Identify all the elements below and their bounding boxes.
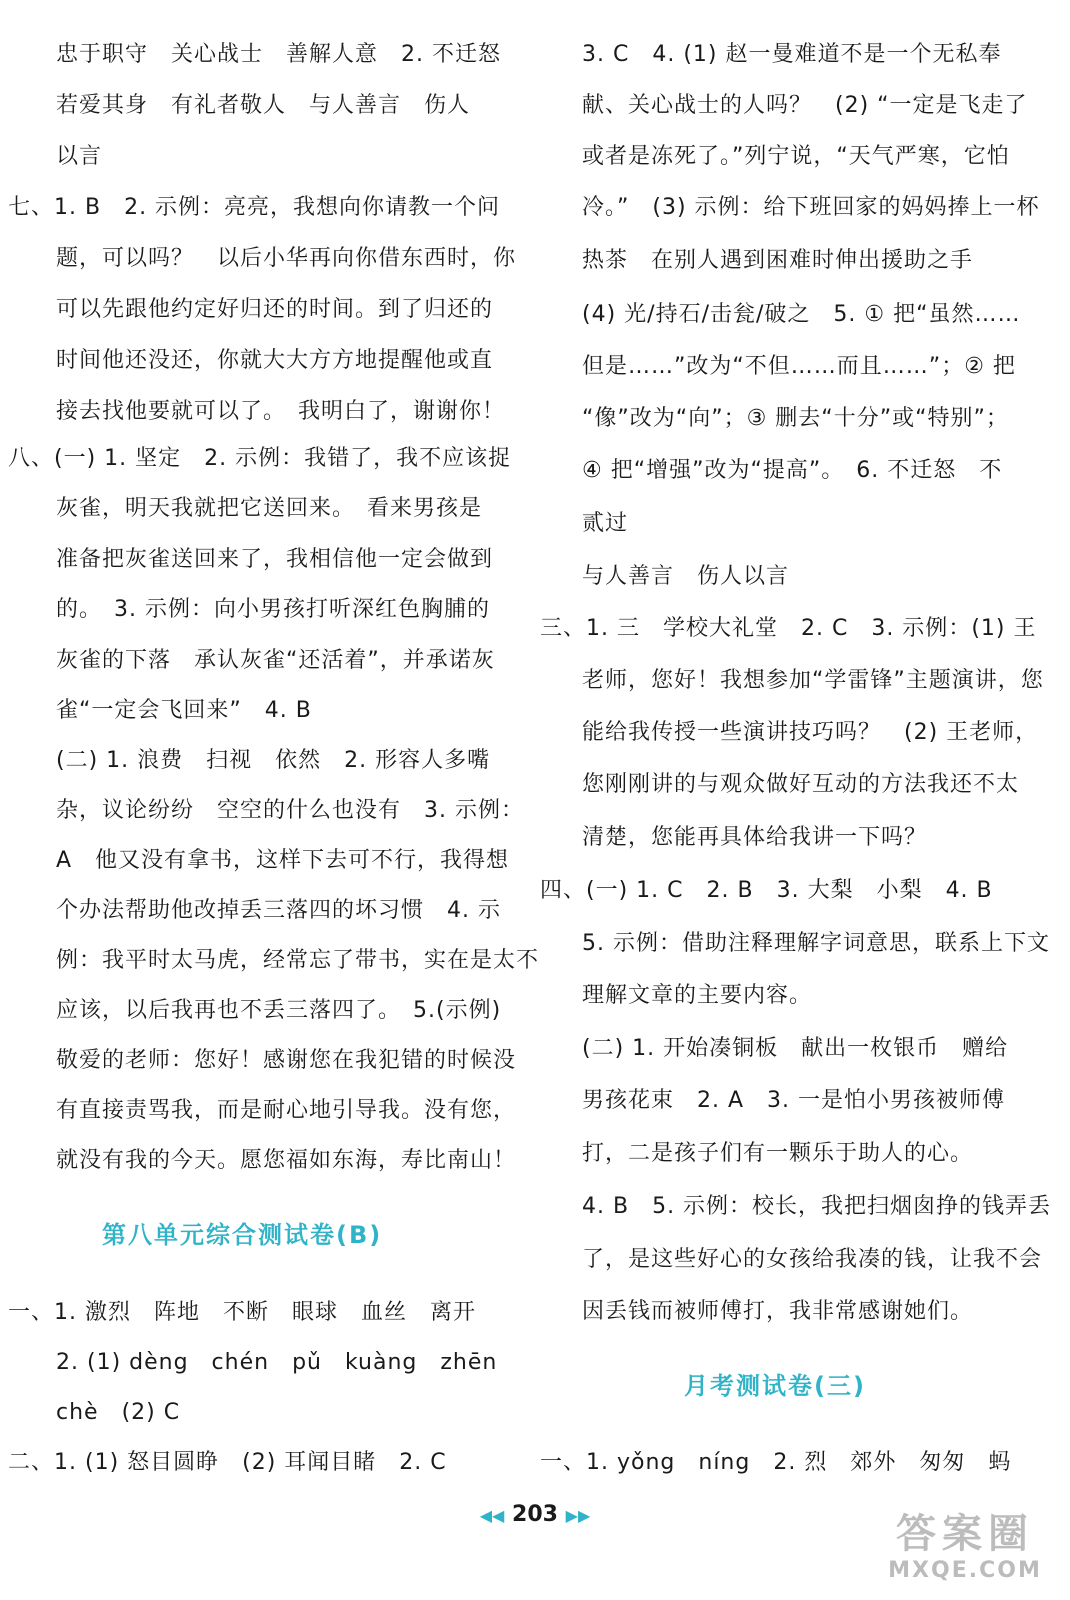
text-line: 您刚刚讲的与观众做好互动的方法我还不太 — [582, 772, 1020, 797]
watermark-bottom: MXQE.COM — [888, 1558, 1042, 1583]
text-line: 敬爱的老师：您好！感谢您在我犯错的时候没 — [56, 1048, 517, 1073]
double-left-arrow-icon: ◀◀ — [479, 1506, 505, 1525]
text-line: 二、1. (1) 怒目圆睁 (2) 耳闻目睹 2. C — [8, 1450, 447, 1475]
section-heading: 第八单元综合测试卷(B) — [102, 1221, 383, 1249]
text-line: 献、关心战士的人吗？ (2) “一定是飞走了 — [582, 93, 1028, 118]
page-number: 203 — [512, 1502, 558, 1527]
text-line: 时间他还没还，你就大大方方地提醒他或直 — [56, 348, 494, 373]
text-line: 2. (1) dèng chén pǔ kuàng zhēn — [56, 1350, 498, 1375]
text-line: 有直接责骂我，而是耐心地引导我。没有您， — [56, 1098, 517, 1123]
text-line: 或者是冻死了。”列宁说，“天气严寒，它怕 — [582, 144, 1010, 169]
text-line: chè (2) C — [56, 1400, 181, 1425]
text-line: (二) 1. 浪费 扫视 依然 2. 形容人多嘴 — [56, 748, 491, 773]
text-line: 可以先跟他约定好归还的时间。到了归还的 — [56, 297, 494, 322]
text-line: 5. 示例：借助注释理解字词意思，联系上下文 — [582, 931, 1050, 956]
text-line: 冷。” (3) 示例：给下班回家的妈妈捧上一杯 — [582, 195, 1040, 220]
text-line: 应该，以后我再也不丢三落四了。 5.(示例) — [56, 998, 502, 1023]
watermark-logo — [870, 1510, 1060, 1590]
text-line: 一、1. 激烈 阵地 不断 眼球 血丝 离开 — [8, 1300, 476, 1325]
text-line: 灰雀的下落 承认灰雀“还活着”，并承诺灰 — [56, 648, 495, 673]
text-line: 热茶 在别人遇到困难时伸出援助之手 — [582, 248, 974, 273]
text-line: 3. C 4. (1) 赵一曼难道不是一个无私奉 — [582, 42, 1002, 67]
text-line: 准备把灰雀送回来了，我相信他一定会做到 — [56, 547, 494, 572]
text-line: 的。 3. 示例：向小男孩打听深红色胸脯的 — [56, 597, 490, 622]
text-line: A 他又没有拿书，这样下去可不行，我得想 — [56, 848, 510, 873]
text-line: 七、1. B 2. 示例：亮亮，我想向你请教一个问 — [8, 195, 501, 220]
text-line: 与人善言 伤人以言 — [582, 564, 790, 589]
text-line: 八、(一) 1. 坚定 2. 示例：我错了，我不应该捉 — [8, 446, 512, 471]
text-line: 了，是这些好心的女孩给我凑的钱，让我不会 — [582, 1247, 1043, 1272]
text-line: 雀“一定会飞回来” 4. B — [56, 698, 312, 723]
text-line: 理解文章的主要内容。 — [582, 983, 813, 1008]
text-line: 打，二是孩子们有一颗乐于助人的心。 — [582, 1141, 974, 1166]
text-line: 因丢钱而被师傅打，我非常感谢她们。 — [582, 1299, 974, 1324]
watermark-top: 答案圈 — [896, 1511, 1034, 1557]
text-line: 4. B 5. 示例：校长，我把扫烟囱挣的钱弄丢 — [582, 1194, 1052, 1219]
text-line: 个办法帮助他改掉丢三落四的坏习惯 4. 示 — [56, 898, 501, 923]
text-line: 若爱其身 有礼者敬人 与人善言 伤人 — [56, 93, 471, 118]
text-line: 杂，议论纷纷 空空的什么也没有 3. 示例： — [56, 798, 524, 823]
text-line: 忠于职守 关心战士 善解人意 2. 不迁怒 — [56, 42, 501, 67]
text-line: 接去找他要就可以了。 我明白了，谢谢你！ — [56, 399, 506, 424]
text-line: 就没有我的今天。愿您福如东海，寿比南山！ — [56, 1148, 517, 1173]
double-right-arrow-icon: ▶▶ — [565, 1506, 591, 1525]
text-line: 老师，您好！我想参加“学雷锋”主题演讲，您 — [582, 668, 1044, 693]
text-line: “像”改为“向”；③ 删去“十分”或“特别”； — [582, 406, 1009, 431]
text-line: 男孩花束 2. A 3. 一是怕小男孩被师傅 — [582, 1088, 1006, 1113]
text-line: (4) 光/持石/击瓮/破之 5. ① 把“虽然…… — [582, 302, 1021, 327]
text-line: 灰雀，明天我就把它送回来。 看来男孩是 — [56, 496, 483, 521]
text-line: 贰过 — [582, 511, 629, 536]
text-line: (二) 1. 开始凑铜板 献出一枚银币 赠给 — [582, 1036, 1009, 1061]
text-line: 但是……”改为“不但……而且……”；② 把 — [582, 354, 1016, 379]
text-line: 例：我平时太马虎，经常忘了带书，实在是太不 — [56, 948, 540, 973]
text-line: 四、(一) 1. C 2. B 3. 大梨 小梨 4. B — [540, 878, 993, 903]
text-line: ④ 把“增强”改为“提高”。 6. 不迁怒 不 — [582, 458, 1003, 483]
text-line: 以言 — [56, 144, 103, 169]
text-line: 清楚，您能再具体给我讲一下吗？ — [582, 825, 928, 850]
text-line: 题，可以吗？ 以后小华再向你借东西时，你 — [56, 246, 517, 271]
section-heading: 月考测试卷(三) — [684, 1372, 866, 1400]
text-line: 三、1. 三 学校大礼堂 2. C 3. 示例：(1) 王 — [540, 616, 1037, 641]
text-line: 能给我传授一些演讲技巧吗？ (2) 王老师， — [582, 720, 1039, 745]
text-line: 一、1. yǒng níng 2. 烈 郊外 匆匆 蚂 — [540, 1450, 1012, 1475]
